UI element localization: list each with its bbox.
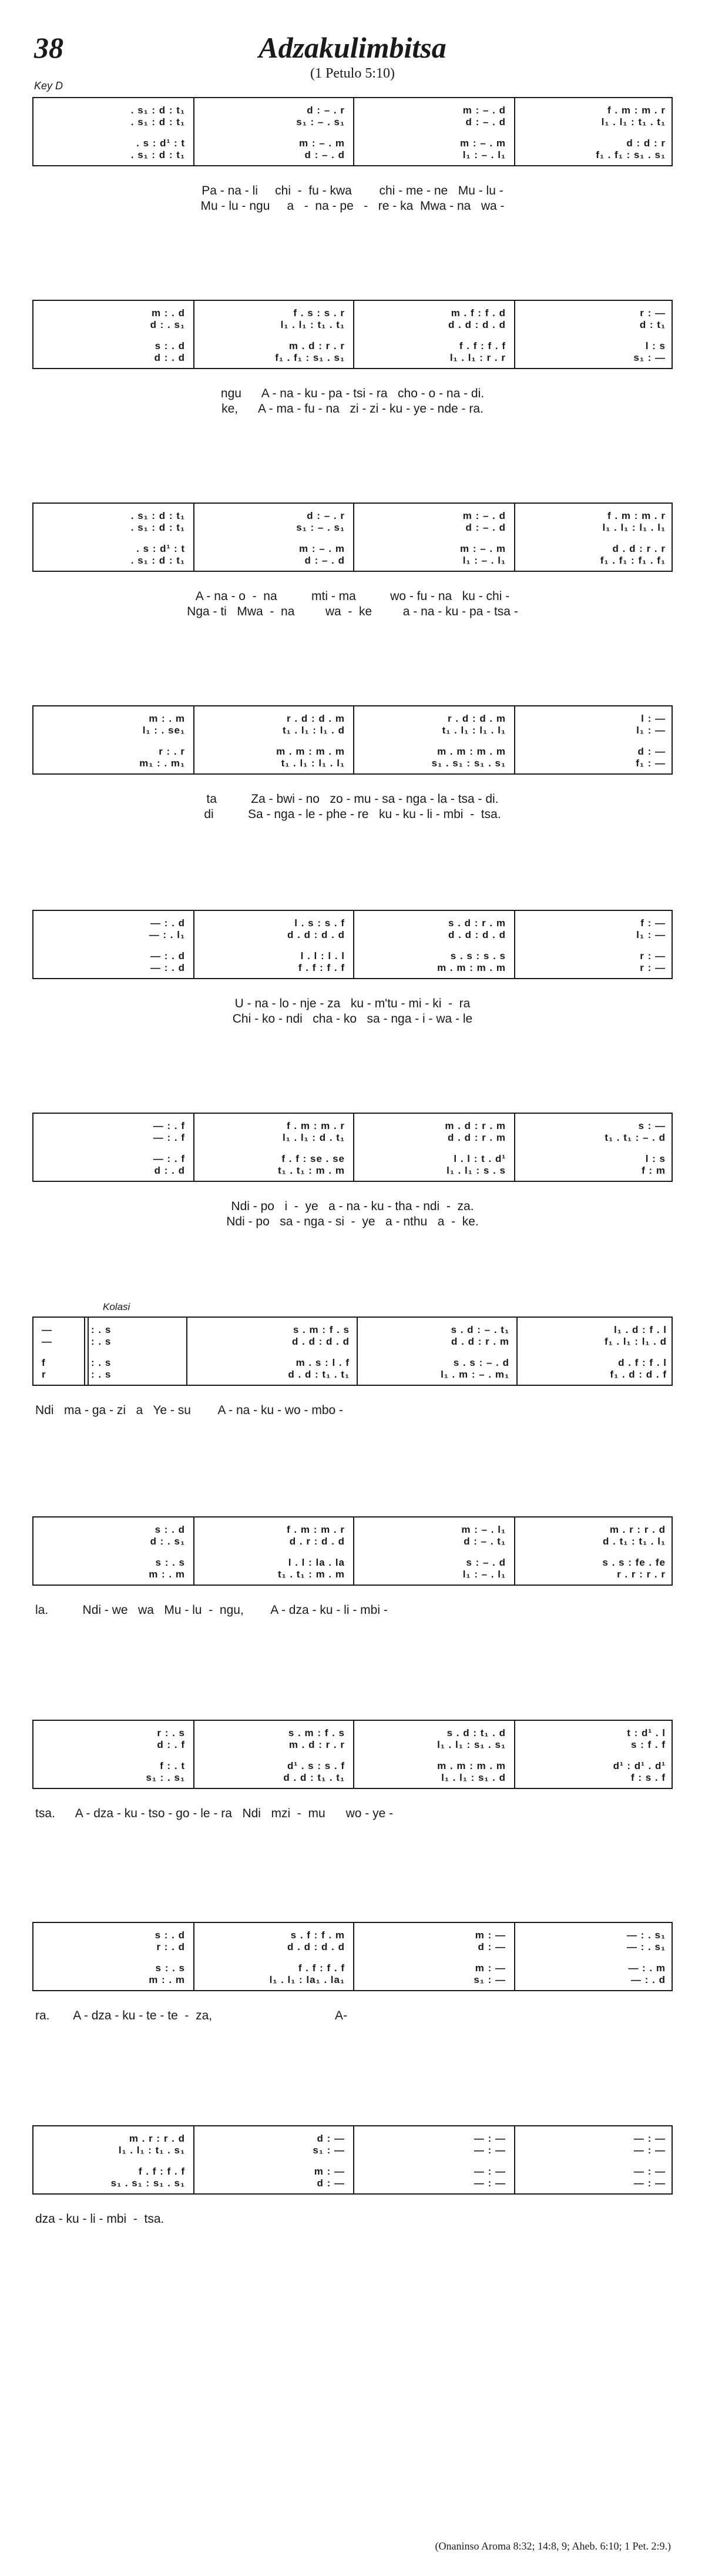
- note-cell: r : . r: [159, 746, 185, 757]
- note-cell: d : – . d: [304, 555, 345, 566]
- note-cell: f . m : m . r: [607, 105, 666, 116]
- barline: [193, 1518, 194, 1585]
- note-cell: r : —: [640, 307, 666, 319]
- note-cell: m : – . l₁: [461, 1524, 506, 1535]
- note-cell: s . d : – . t₁: [451, 1324, 509, 1335]
- staff-box: [32, 1317, 673, 1386]
- lyric-line: ngu A - na - ku - pa - tsi - ra cho - o - na - di.: [220, 387, 485, 400]
- note-cell: s . s : fe . fe: [602, 1557, 666, 1568]
- note-cell: l . l : l . l: [300, 950, 345, 962]
- barline: [516, 1318, 518, 1385]
- lyric-line: Nga - ti Mwa - na wa - ke a - na - ku - pa - tsa -: [187, 605, 518, 618]
- note-cell: d . d : d . d: [292, 1336, 350, 1347]
- note-cell: d : . d: [154, 1165, 185, 1176]
- hymn-reference: (1 Petulo 5:10): [310, 66, 395, 81]
- note-cell: d . d : d . d: [448, 319, 506, 330]
- score-system: [0, 1113, 705, 1230]
- score-system: [0, 1922, 705, 2039]
- note-cell: m : . m: [149, 713, 185, 724]
- score-system: [0, 2125, 705, 2243]
- note-cell: m : . d: [151, 307, 185, 319]
- note-cell: l₁ : . se₁: [142, 725, 185, 736]
- note-cell: f . f : f . f: [298, 962, 345, 973]
- note-cell: d : – . r: [307, 105, 345, 116]
- note-cell: l₁ . l₁ : r . r: [449, 352, 506, 363]
- note-cell: l : s: [645, 1153, 666, 1164]
- lyric-line: U - na - lo - nje - za ku - m'tu - mi - ki - ra: [234, 997, 471, 1010]
- note-cell: f . m : m . r: [287, 1524, 345, 1535]
- note-cell: d : —: [317, 2178, 345, 2189]
- note-cell: l₁ : —: [636, 725, 666, 736]
- note-cell: f . m : m . r: [607, 510, 666, 521]
- barline: [84, 1318, 85, 1385]
- barline: [193, 2126, 194, 2193]
- note-cell: f . f : f . f: [459, 340, 506, 351]
- barline: [353, 1721, 354, 1788]
- note-cell: — : —: [474, 2145, 506, 2156]
- barline: [186, 1318, 187, 1385]
- note-cell: s₁ : – . s₁: [296, 522, 345, 533]
- note-cell: l₁ : – . l₁: [462, 149, 506, 160]
- lyric-line: dza - ku - li - mbi - tsa.: [35, 2212, 164, 2226]
- staff-box: [32, 97, 673, 166]
- barline: [353, 706, 354, 773]
- note-cell: — : —: [633, 2166, 666, 2177]
- note-cell: d . d : d . d: [448, 929, 506, 940]
- note-cell: s : . d: [155, 340, 185, 351]
- note-cell: m : – . d: [462, 510, 506, 521]
- lyric-line: Ndi - po sa - nga - si - ye a - nthu a - ke.: [226, 1215, 479, 1228]
- barline: [353, 504, 354, 571]
- note-cell: s₁ : —: [474, 1974, 506, 1985]
- note-cell: . s₁ : d : t₁: [130, 149, 185, 160]
- note-cell: d : – . d: [304, 149, 345, 160]
- note-cell: — : . f: [153, 1153, 185, 1164]
- note-cell: — : . d: [150, 950, 185, 962]
- note-cell: — : . s₁: [626, 1941, 666, 1952]
- note-cell: — : —: [633, 2145, 666, 2156]
- barline: [514, 2126, 515, 2193]
- note-cell: — : . f: [153, 1132, 185, 1143]
- note-cell: f₁ . f₁ : s₁ . s₁: [275, 352, 345, 363]
- score-system: [0, 1720, 705, 1837]
- barline: [193, 1923, 194, 1990]
- note-cell: s . f : f . m: [290, 1930, 345, 1941]
- note-cell: — : —: [474, 2178, 506, 2189]
- barline: [514, 1923, 515, 1990]
- note-cell: d¹ . s : s . f: [287, 1760, 345, 1771]
- note-cell: s : – . d: [466, 1557, 506, 1568]
- lyric-line: la. Ndi - we wa Mu - lu - ngu, A - dza - ku - li - mbi -: [35, 1603, 388, 1617]
- score-system: [0, 300, 705, 417]
- section-label: Kolasi: [103, 1301, 130, 1312]
- note-cell: f . f : se . se: [281, 1153, 345, 1164]
- hymn-title: Adzakulimbitsa: [258, 31, 446, 64]
- lyric-line: Ndi ma - ga - zi a Ye - su A - na - ku - wo - mbo -: [35, 1403, 344, 1417]
- note-cell: d : —: [317, 2133, 345, 2144]
- note-cell: f₁ . l₁ : l₁ . d: [604, 1336, 667, 1347]
- barline: [193, 1114, 194, 1181]
- note-cell: l₁ . l₁ : t₁ . t₁: [280, 319, 345, 330]
- note-cell: — : —: [633, 2178, 666, 2189]
- note-cell: m . m : m . m: [437, 1760, 506, 1771]
- note-cell: l₁ : – . l₁: [462, 555, 506, 566]
- note-cell: l₁ . l₁ : l₁ . l₁: [602, 522, 666, 533]
- hymn-number: 38: [34, 31, 63, 64]
- note-cell: d . t₁ : t₁ . l₁: [603, 1536, 666, 1547]
- note-cell: r . d : d . m: [287, 713, 345, 724]
- note-cell: l₁ . l₁ : s₁ . s₁: [437, 1739, 506, 1750]
- note-cell: l₁ : —: [636, 929, 666, 940]
- note-cell: m . s : l . f: [296, 1357, 350, 1368]
- note-cell: r . r : r . r: [617, 1569, 666, 1580]
- note-cell: m : . m: [149, 1569, 185, 1580]
- note-cell: s₁ : – . s₁: [296, 116, 345, 128]
- barline: [514, 1721, 515, 1788]
- note-cell: m . r : r . d: [129, 2133, 185, 2144]
- note-cell: s . m : f . s: [288, 1727, 345, 1738]
- note-cell: — : . d: [631, 1974, 666, 1985]
- note-cell: m₁ : . m₁: [139, 758, 185, 769]
- note-cell: f: [42, 1357, 46, 1368]
- note-cell: s : . s: [155, 1962, 185, 1974]
- note-cell: l : —: [641, 713, 666, 724]
- note-cell: l₁ . l₁ : t₁ . t₁: [601, 116, 666, 128]
- note-cell: d . d : t₁ . t₁: [288, 1369, 350, 1380]
- note-cell: l₁ : – . l₁: [462, 1569, 506, 1580]
- note-cell: d¹ : d¹ . d¹: [613, 1760, 666, 1771]
- note-cell: m . d : r . r: [288, 1739, 345, 1750]
- note-cell: m . r : r . d: [609, 1524, 666, 1535]
- note-cell: m : . m: [149, 1974, 185, 1985]
- staff-box: [32, 2125, 673, 2195]
- lyric-line: di Sa - nga - le - phe - re ku - ku - li - mbi - tsa.: [204, 808, 501, 821]
- note-cell: d : —: [478, 1941, 506, 1952]
- note-cell: f₁ : —: [636, 758, 666, 769]
- barline: [353, 1518, 354, 1585]
- note-cell: . s₁ : d : t₁: [130, 105, 185, 116]
- score-system: [0, 1516, 705, 1634]
- note-cell: r : —: [640, 962, 666, 973]
- barline: [193, 98, 194, 165]
- barline: [514, 1114, 515, 1181]
- note-cell: l . l : t . d¹: [454, 1153, 506, 1164]
- note-cell: f : m: [642, 1165, 666, 1176]
- note-cell: d : – . t₁: [464, 1536, 506, 1547]
- note-cell: — : —: [474, 2166, 506, 2177]
- note-cell: f₁ . d : d . f: [610, 1369, 667, 1380]
- lyric-line: ke, A - ma - fu - na zi - zi - ku - ye - nde - ra.: [221, 402, 484, 416]
- score-system: [0, 97, 705, 215]
- note-cell: f . f : f . f: [298, 1962, 345, 1974]
- note-cell: : . s: [91, 1324, 112, 1335]
- note-cell: d . d : r . m: [451, 1336, 509, 1347]
- note-cell: : . s: [91, 1369, 112, 1380]
- note-cell: s : f . f: [630, 1739, 666, 1750]
- barline: [514, 504, 515, 571]
- staff-box: [32, 300, 673, 369]
- note-cell: m : —: [475, 1962, 506, 1974]
- note-cell: m : – . m: [299, 543, 345, 554]
- note-cell: t₁ . t₁ : – . d: [605, 1132, 666, 1143]
- barline: [353, 2126, 354, 2193]
- note-cell: s : —: [638, 1120, 666, 1131]
- note-cell: s₁ . s₁ : s₁ . s₁: [431, 758, 506, 769]
- lyric-line: Ndi - po i - ye a - na - ku - tha - ndi - za.: [231, 1200, 474, 1213]
- note-cell: l . s : s . f: [294, 917, 345, 929]
- score-system: [0, 910, 705, 1027]
- note-cell: m : —: [314, 2166, 345, 2177]
- note-cell: — : . s₁: [626, 1930, 666, 1941]
- scripture-footnote: (Onaninso Aroma 8:32; 14:8, 9; Aheb. 6:10; 1 Pet. 2:9.): [435, 2540, 671, 2552]
- note-cell: s . d : r . m: [448, 917, 506, 929]
- barline: [88, 1318, 89, 1385]
- note-cell: d : . f: [157, 1739, 185, 1750]
- note-cell: l₁ . d : f . l: [614, 1324, 667, 1335]
- score-system: [0, 503, 705, 620]
- note-cell: : . s: [91, 1357, 112, 1368]
- note-cell: s . s : s . s: [450, 950, 506, 962]
- lyric-line: Pa - na - li chi - fu - kwa chi - me - ne Mu - lu -: [202, 184, 503, 197]
- staff-box: [32, 503, 673, 572]
- note-cell: : . s: [91, 1336, 112, 1347]
- note-cell: r . d : d . m: [448, 713, 506, 724]
- note-cell: . s₁ : d : t₁: [130, 555, 185, 566]
- note-cell: l₁ . l₁ : la₁ . la₁: [269, 1974, 345, 1985]
- barline: [514, 911, 515, 978]
- barline: [193, 504, 194, 571]
- barline: [514, 706, 515, 773]
- note-cell: l₁ . l₁ : s . s: [446, 1165, 506, 1176]
- note-cell: . s₁ : d : t₁: [130, 522, 185, 533]
- note-cell: l₁ . l₁ : s₁ . d: [441, 1772, 506, 1783]
- note-cell: s : . d: [155, 1930, 185, 1941]
- note-cell: d : —: [637, 746, 666, 757]
- note-cell: d . d : r . m: [448, 1132, 506, 1143]
- note-cell: m : – . m: [460, 138, 506, 149]
- note-cell: t₁ . t₁ : m . m: [277, 1165, 345, 1176]
- note-cell: d . r : d . d: [289, 1536, 345, 1547]
- note-cell: — : . l₁: [149, 929, 185, 940]
- note-cell: d : . s₁: [150, 319, 185, 330]
- barline: [193, 911, 194, 978]
- note-cell: m : – . m: [460, 543, 506, 554]
- note-cell: t₁ . l₁ : l₁ . d: [282, 725, 345, 736]
- note-cell: l₁ . m : – . m₁: [441, 1369, 509, 1380]
- note-cell: d : t₁: [639, 319, 666, 330]
- staff-box: [32, 1113, 673, 1182]
- note-cell: s₁ . s₁ : s₁ . s₁: [110, 2178, 185, 2189]
- note-cell: d : – . d: [465, 522, 506, 533]
- note-cell: t : d¹ . l: [627, 1727, 666, 1738]
- note-cell: l : s: [645, 340, 666, 351]
- note-cell: s : . s: [155, 1557, 185, 1568]
- note-cell: s . s : – . d: [453, 1357, 509, 1368]
- note-cell: d . d : d . d: [287, 1941, 345, 1952]
- note-cell: . s : d¹ : t: [136, 138, 185, 149]
- note-cell: d . d : r . r: [612, 543, 666, 554]
- score-system: [0, 705, 705, 823]
- note-cell: —: [42, 1336, 52, 1347]
- note-cell: s₁ : —: [313, 2145, 345, 2156]
- note-cell: m . f : f . d: [451, 307, 506, 319]
- lyric-line: tsa. A - dza - ku - tso - go - le - ra Ndi mzi - mu wo - ye -: [35, 1807, 394, 1820]
- barline: [193, 706, 194, 773]
- note-cell: f₁ . f₁ : s₁ . s₁: [596, 149, 666, 160]
- note-cell: f : s . f: [630, 1772, 666, 1783]
- staff-box: [32, 1922, 673, 1991]
- staff-box: [32, 1720, 673, 1789]
- note-cell: l . l : la . la: [288, 1557, 345, 1568]
- barline: [353, 1114, 354, 1181]
- note-cell: — : —: [633, 2133, 666, 2144]
- note-cell: f₁ . f₁ : f₁ . f₁: [600, 555, 666, 566]
- note-cell: m : – . d: [462, 105, 506, 116]
- note-cell: s : . d: [155, 1524, 185, 1535]
- barline: [193, 1721, 194, 1788]
- note-cell: t₁ . l₁ : l₁ . l₁: [281, 758, 345, 769]
- note-cell: d : – . r: [307, 510, 345, 521]
- note-cell: t₁ . t₁ : m . m: [277, 1569, 345, 1580]
- note-cell: — : . f: [153, 1120, 185, 1131]
- lyric-line: ra. A - dza - ku - te - te - za, A-: [35, 2009, 347, 2022]
- note-cell: — : —: [474, 2133, 506, 2144]
- note-cell: — : . d: [150, 962, 185, 973]
- staff-box: [32, 910, 673, 979]
- note-cell: d . d : t₁ . t₁: [283, 1772, 345, 1783]
- note-cell: —: [42, 1324, 52, 1335]
- barline: [514, 98, 515, 165]
- note-cell: s₁ : —: [633, 352, 666, 363]
- note-cell: d : d : r: [626, 138, 666, 149]
- barline: [353, 911, 354, 978]
- note-cell: s . m : f . s: [293, 1324, 350, 1335]
- lyric-line: Chi - ko - ndi cha - ko sa - nga - i - wa - le: [232, 1012, 473, 1026]
- note-cell: l₁ . l₁ : t₁ . s₁: [118, 2145, 185, 2156]
- note-cell: s . d : t₁ . d: [446, 1727, 506, 1738]
- score-system: [0, 1301, 705, 1434]
- barline: [353, 1923, 354, 1990]
- note-cell: m : —: [475, 1930, 506, 1941]
- note-cell: t₁ . l₁ : l₁ . l₁: [442, 725, 506, 736]
- note-cell: m . d : r . r: [288, 340, 345, 351]
- note-cell: m : – . m: [299, 138, 345, 149]
- note-cell: d : – . d: [465, 116, 506, 128]
- note-cell: m . d : r . m: [445, 1120, 506, 1131]
- note-cell: r: [42, 1369, 46, 1380]
- note-cell: l₁ . l₁ : d . t₁: [282, 1132, 345, 1143]
- note-cell: m . m : m . m: [437, 746, 506, 757]
- note-cell: . s₁ : d : t₁: [130, 510, 185, 521]
- note-cell: . s₁ : d : t₁: [130, 116, 185, 128]
- barline: [193, 301, 194, 368]
- barline: [514, 1518, 515, 1585]
- barline: [357, 1318, 358, 1385]
- staff-box: [32, 1516, 673, 1586]
- staff-box: [32, 705, 673, 775]
- key-signature: Key D: [34, 80, 63, 92]
- note-cell: f . f : f . f: [138, 2166, 185, 2177]
- note-cell: d . d : d . d: [287, 929, 345, 940]
- note-cell: m . m : m . m: [276, 746, 345, 757]
- note-cell: — : . m: [628, 1962, 666, 1974]
- note-cell: f : . t: [160, 1760, 185, 1771]
- note-cell: r : . d: [156, 1941, 185, 1952]
- note-cell: r : . s: [157, 1727, 185, 1738]
- note-cell: d : . s₁: [150, 1536, 185, 1547]
- note-cell: d . f : f . l: [618, 1357, 667, 1368]
- note-cell: . s : d¹ : t: [136, 543, 185, 554]
- note-cell: f . m : m . r: [287, 1120, 345, 1131]
- note-cell: r : —: [640, 950, 666, 962]
- note-cell: f : —: [640, 917, 666, 929]
- barline: [353, 98, 354, 165]
- lyric-line: A - na - o - na mti - ma wo - fu - na ku - chi -: [195, 589, 510, 603]
- note-cell: m . m : m . m: [437, 962, 506, 973]
- barline: [353, 301, 354, 368]
- note-cell: f . s : s . r: [293, 307, 345, 319]
- note-cell: — : . d: [150, 917, 185, 929]
- lyric-line: Mu - lu - ngu a - na - pe - re - ka Mwa - na wa -: [200, 199, 505, 213]
- lyric-line: ta Za - bwi - no zo - mu - sa - nga - la - tsa - di.: [206, 792, 499, 806]
- note-cell: d : . d: [154, 352, 185, 363]
- barline: [514, 301, 515, 368]
- note-cell: s₁ : . s₁: [146, 1772, 185, 1783]
